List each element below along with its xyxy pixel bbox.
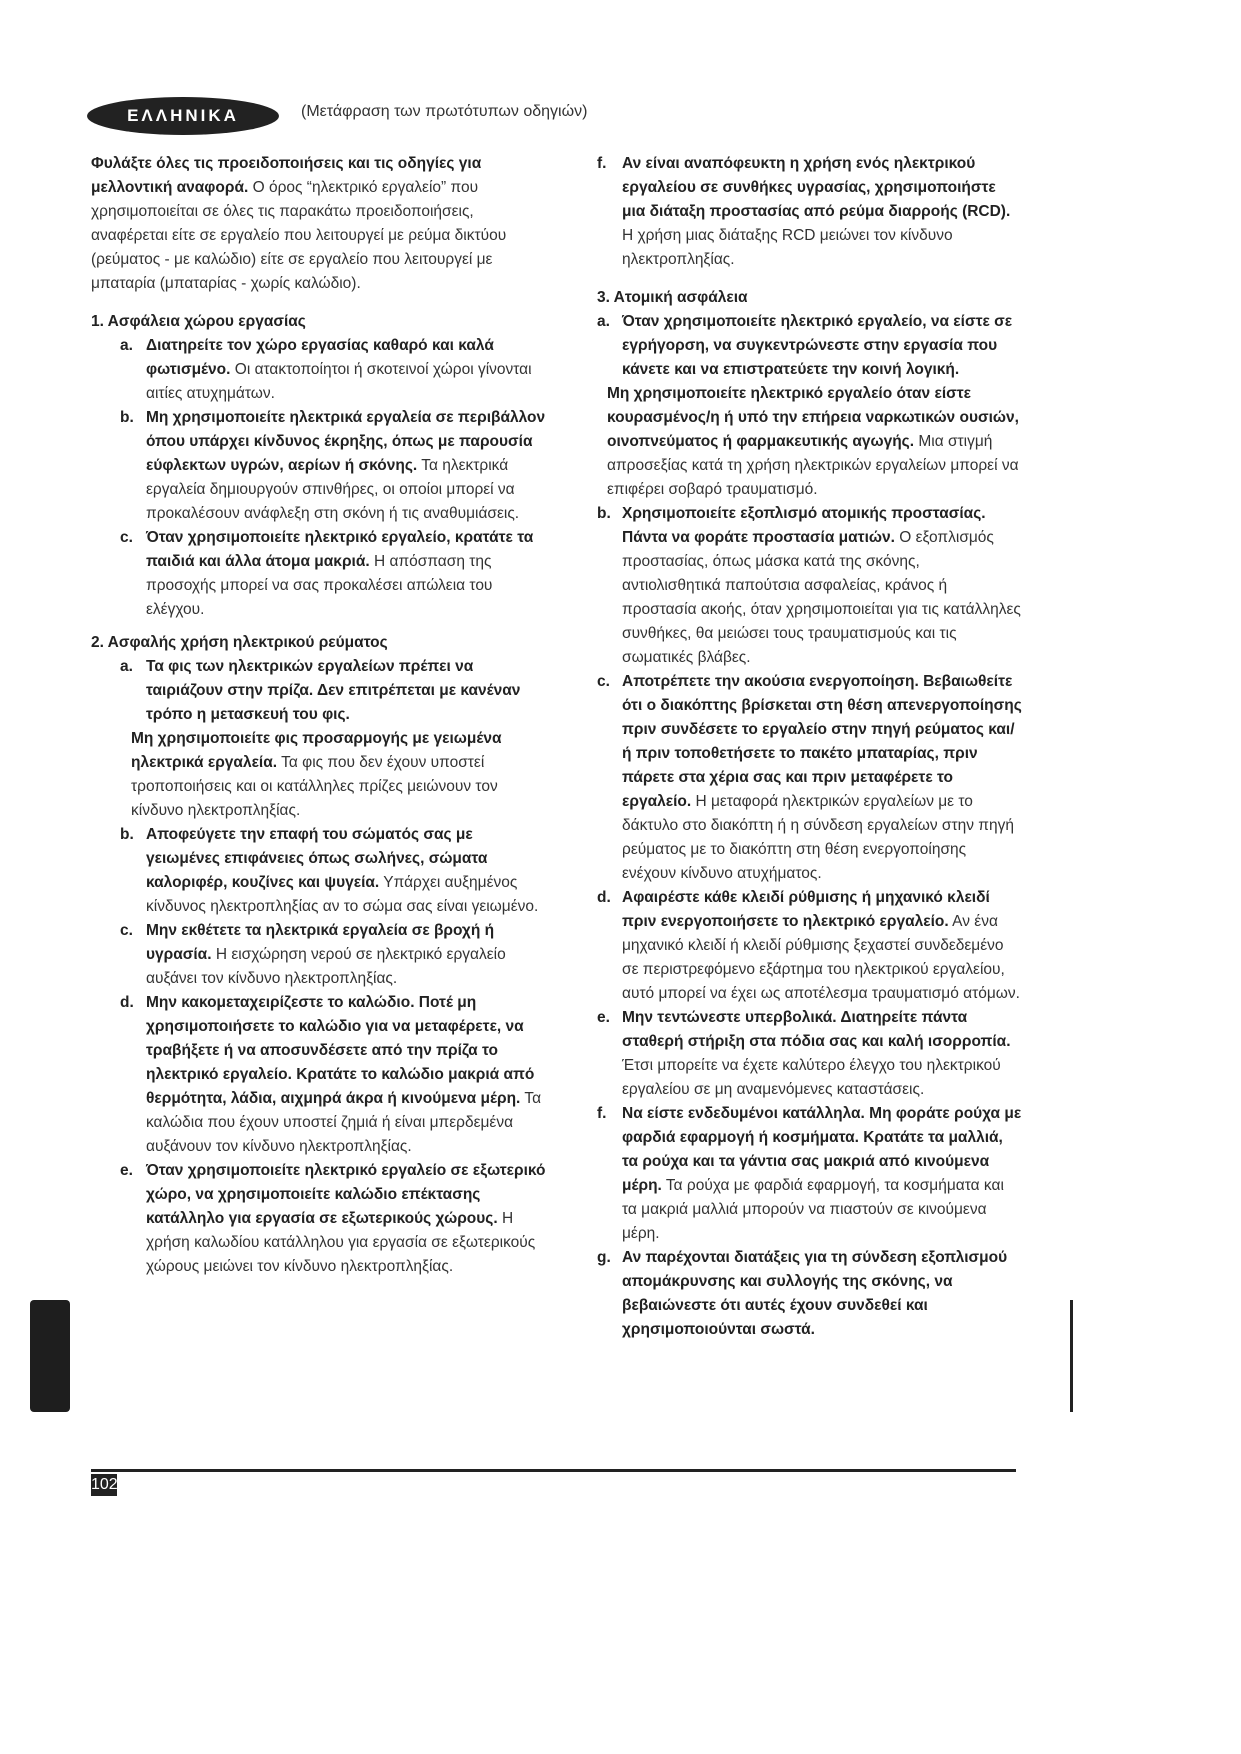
section-heading-electrical-safety: 2. Ασφαλής χρήση ηλεκτρικού ρεύματος [91, 634, 388, 651]
language-badge: ΕΛΛΗΝΙΚΑ [87, 97, 279, 135]
list-item: d. Μην κακομεταχειρίζεστε το καλώδιο. Ποτέ μη χρησιμοποιήσετε το καλώδιο για να μεταφέρετε, να τραβήξετε ή να αποσυνδέσετε από την πρίζα το ηλεκτρικό εργαλείο. Κρατάτε το καλώδιο μακριά από θερμότητα, λάδια, αιχμηρά άκρα ή κινούμενα μέρη. Τα καλώδια που έχουν υποστεί ζημιά ή είναι μπερδεμένα αυξάνουν τον κίνδυνο ηλεκτροπληξίας. [120, 994, 542, 1155]
margin-rule [1070, 1300, 1073, 1412]
page-number: 102 [91, 1474, 117, 1496]
list-item: c. Αποτρέπετε την ακούσια ενεργοποίηση. Βεβαιωθείτε ότι ο διακόπτης βρίσκεται στη θέση απενεργοποίησης πριν συνδέσετε το εργαλείο στην πηγή ρεύματος και/ή πριν τοποθετήσετε το πακέτο μπαταρίας, πριν πάρετε στα χέρια σας και πριν μεταφέρετε το εργαλείο. Η μεταφορά ηλεκτρικών εργαλείων με το δάκτυλο στο διακόπτη ή η σύνδεση εργαλείων στην πηγή ρεύματος με το διακόπτη στη θέση ενεργοποίησης ενέχουν κίνδυνο ατυχήματος. [597, 673, 1022, 882]
list-item: c. Όταν χρησιμοποιείτε ηλεκτρικό εργαλείο, κρατάτε τα παιδιά και άλλα άτομα μακριά. Η απόσπαση της προσοχής μπορεί να σας προκαλέσει απώλεια του ελέγχου. [120, 529, 534, 618]
list-item: c. Μην εκθέτετε τα ηλεκτρικά εργαλεία σε βροχή ή υγρασία. Η εισχώρηση νερού σε ηλεκτρικό εργαλείο αυξάνει τον κίνδυνο ηλεκτροπληξίας. [120, 922, 506, 987]
list-item: e. Μην τεντώνεστε υπερβολικά. Διατηρείτε πάντα σταθερή στήριξη στα πόδια σας και καλή ισορροπία. Έτσι μπορείτε να έχετε καλύτερο έλεγχο του ηλεκτρικού εργαλείου σε μη αναμενόμενες καταστάσεις. [597, 1009, 1011, 1098]
section-heading-personal-safety: 3. Ατομική ασφάλεια [597, 289, 748, 306]
left-column [91, 152, 546, 1279]
list-item: b. Αποφεύγετε την επαφή του σώματός σας με γειωμένες επιφάνειες όπως σωλήνες, σώματα καλοριφέρ, κουζίνες και ψυγεία. Υπάρχει αυξημένος κίνδυνος ηλεκτροπληξίας αν το σώμα σας είναι γειωμένο. [120, 826, 539, 915]
list-item: b. Χρησιμοποιείτε εξοπλισμό ατομικής προστασίας. Πάντα να φοράτε προστασία ματιών. Ο εξοπλισμός προστασίας, όπως μάσκα κατά της σκόνης, αντιολισθητικά παπούτσια ασφαλείας, κράνος ή προστασία ακοής, όταν χρησιμοποιείται για τις κατάλληλες συνθήκες, θα μειώσει τους τραυματισμούς και τις σωματικές βλάβες. [597, 505, 1021, 666]
list-item: f. Αν είναι αναπόφευκτη η χρήση ενός ηλεκτρικού εργαλείου σε συνθήκες υγρασίας, χρησιμοποιήστε μια διάταξη προστασίας από ρεύμα διαρροής (RCD). Η χρήση μιας διάταξης RCD μειώνει τον κίνδυνο ηλεκτροπληξίας. [597, 155, 1011, 268]
section-heading-workplace-safety: 1. Ασφάλεια χώρου εργασίας [91, 313, 306, 330]
list-item-continuation: Μη χρησιμοποιείτε φις προσαρμογής με γειωμένα ηλεκτρικά εργαλεία. Τα φις που δεν έχουν υποστεί τροποποιήσεις και οι κατάλληλες πρίζες μειώνουν τον κίνδυνο ηλεκτροπληξίας. [131, 730, 502, 819]
intro-paragraph: Φυλάξτε όλες τις προειδοποιήσεις και τις οδηγίες για μελλοντική αναφορά. Ο όρος “ηλεκτρικό εργαλείο” που χρησιμοποιείται σε όλες τις παρακάτω προειδοποιήσεις, αναφέρεται είτε σε εργαλείο που λειτουργεί με ρεύμα δικτύου (ρεύματος - με καλώδιο) είτε σε εργαλείο που λειτουργεί με μπαταρία (μπαταρίας - χωρίς καλώδιο). [91, 155, 507, 292]
section-tab-marker [30, 1300, 70, 1412]
list-item-continuation: Μη χρησιμοποιείτε ηλεκτρικό εργαλείο όταν είστε κουρασμένος/η ή υπό την επήρεια ναρκωτικών ουσιών, οινοπνεύματος ή φαρμακευτικής αγωγής. Μια στιγμή απροσεξίας κατά τη χρήση ηλεκτρικών εργαλείων μπορεί να επιφέρει σοβαρό τραυματισμό. [607, 385, 1019, 498]
list-item: e. Όταν χρησιμοποιείτε ηλεκτρικό εργαλείο σε εξωτερικό χώρο, να χρησιμοποιείτε καλώδιο επέκτασης κατάλληλο για εργασία σε εξωτερικούς χώρους. Η χρήση καλωδίου κατάλληλου για εργασία σε εξωτερικούς χώρους μειώνει τον κίνδυνο ηλεκτροπληξίας. [120, 1162, 546, 1275]
right-column [597, 152, 1022, 1342]
list-item: d. Αφαιρέστε κάθε κλειδί ρύθμισης ή μηχανικό κλειδί πριν ενεργοποιήσετε το ηλεκτρικό εργαλείο. Αν ένα μηχανικό κλειδί ή κλειδί ρύθμισης ξεχαστεί συνδεδεμένο σε περιστρεφόμενο εξάρτημα του ηλεκτρικού εργαλείου, αυτό μπορεί να έχει ως αποτέλεσμα τραυματισμό ατόμων. [597, 889, 1020, 1002]
translation-note: (Μετάφραση των πρωτότυπων οδηγιών) [301, 103, 588, 120]
list-item: f. Να είστε ενδεδυμένοι κατάλληλα. Μη φοράτε ρούχα με φαρδιά εφαρμογή ή κοσμήματα. Κρατάτε τα μαλλιά, τα ρούχα και τα γάντια σας μακριά από κινούμενα μέρη. Τα ρούχα με φαρδιά εφαρμογή, τα κοσμήματα και τα μακριά μαλλιά μπορούν να πιαστούν σε κινούμενα μέρη. [597, 1105, 1022, 1242]
list-item: a. Όταν χρησιμοποιείτε ηλεκτρικό εργαλείο, να είστε σε εγρήγορση, να συγκεντρώνεστε στην εργασία που κάνετε και να επιστρατεύετε την κοινή λογική. [597, 313, 1013, 378]
list-item: a. Τα φις των ηλεκτρικών εργαλείων πρέπει να ταιριάζουν στην πρίζα. Δεν επιτρέπεται με κανέναν τρόπο η μετασκευή του φις. [120, 658, 521, 723]
footer-rule [91, 1469, 1016, 1472]
list-item: b. Μη χρησιμοποιείτε ηλεκτρικά εργαλεία σε περιβάλλον όπου υπάρχει κίνδυνος έκρηξης, όπως με παρουσία εύφλεκτων υγρών, αερίων ή σκόνης. Τα ηλεκτρικά εργαλεία δημιουργούν σπινθήρες, οι οποίοι μπορεί να προκαλέσουν ανάφλεξη στη σκόνη ή τις αναθυμιάσεις. [120, 409, 546, 522]
list-item: a. Διατηρείτε τον χώρο εργασίας καθαρό και καλά φωτισμένο. Οι ατακτοποίητοι ή σκοτεινοί χώροι γίνονται αιτίες ατυχημάτων. [120, 337, 532, 402]
list-item: g. Αν παρέχονται διατάξεις για τη σύνδεση εξοπλισμού απομάκρυνσης και συλλογής της σκόνης, να βεβαιώνεστε ότι αυτές έχουν συνδεθεί και χρησιμοποιούνται σωστά. [597, 1249, 1008, 1338]
